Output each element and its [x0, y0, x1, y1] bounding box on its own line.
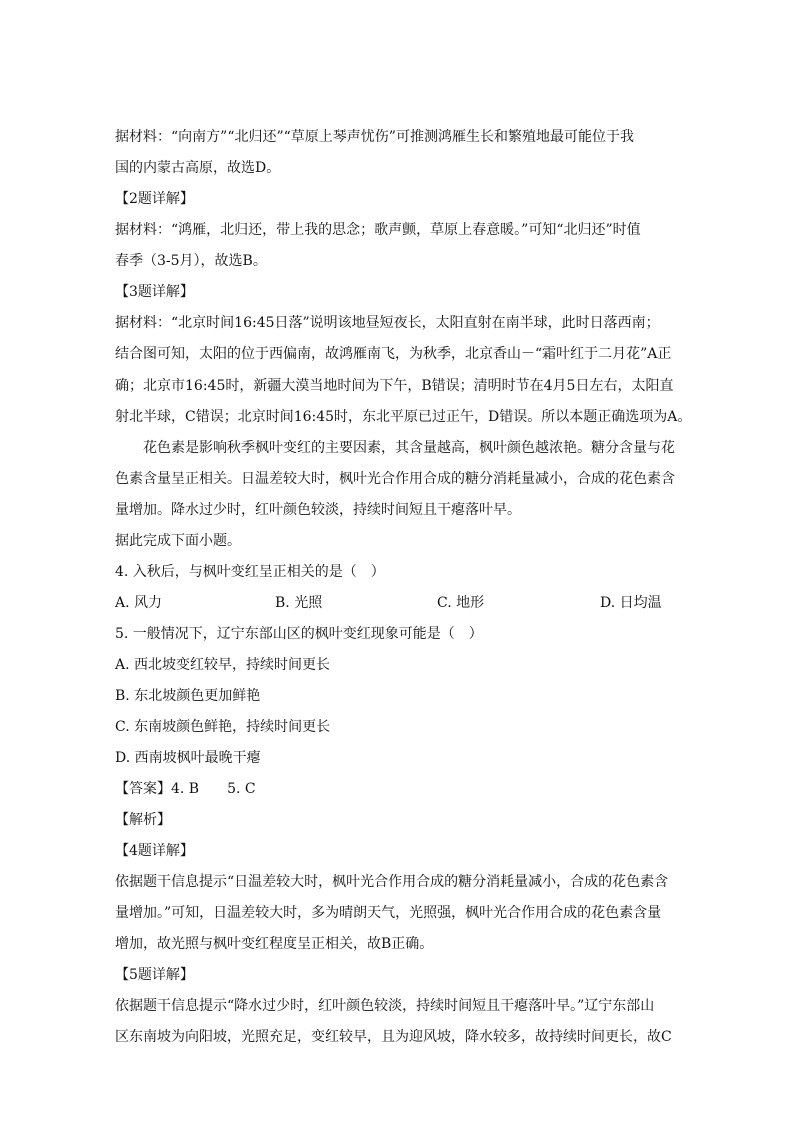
q4-option-d: D. 日均温 — [600, 595, 662, 611]
analysis-heading: 【解析】 — [115, 812, 171, 828]
instruction-line: 据此完成下面小题。 — [115, 533, 241, 549]
q5-option-a: A. 西北坡变红较早，持续时间更长 — [115, 657, 331, 673]
q5-option-d: D. 西南坡枫叶最晚干瘪 — [115, 750, 261, 766]
answer-line: 【答案】4. B 5. C — [115, 781, 256, 797]
section-heading-q4: 【4题详解】 — [115, 843, 194, 859]
text-line: 量增加。”可知，日温差较大时，多为晴朗天气，光照强，枫叶光合作用合成的花色素含量 — [115, 905, 662, 921]
question-4: 4. 入秋后，与枫叶变红呈正相关的是（ ） — [115, 564, 385, 580]
text-line: 依据题干信息提示“日温差较大时，枫叶光合作用合成的糖分消耗量减小，合成的花色素含 — [115, 874, 669, 890]
text-line: 区东南坡为向阳坡，光照充足，变红较早，且为迎风坡，降水较多，故持续时间更长，故C — [115, 1029, 672, 1045]
q5-option-b: B. 东北坡颜色更加鲜艳 — [115, 688, 261, 704]
section-heading-q3: 【3题详解】 — [115, 284, 194, 300]
text-line: 国的内蒙古高原，故选D。 — [115, 160, 281, 176]
text-line: 春季（3-5月），故选B。 — [115, 253, 267, 269]
text-line: 据材料：“鸿雁，北归还，带上我的思念；歌声颤，草原上春意暖。”可知“北归还”时值 — [115, 222, 641, 238]
text-line: 据材料：“北京时间16:45日落”说明该地昼短夜长，太阳直射在南半球，此时日落西南； — [115, 315, 660, 331]
text-line: 确；北京市16:45时，新疆大漠当地时间为下午，B错误；清明时节在4月5日左右，太阳直 — [115, 378, 674, 394]
section-heading-q2: 【2题详解】 — [115, 191, 194, 207]
q4-option-b: B. 光照 — [275, 595, 323, 611]
q4-option-c: C. 地形 — [437, 595, 485, 611]
passage-line: 花色素是影响秋季枫叶变红的主要因素，其含量越高，枫叶颜色越浓艳。糖分含量与花 — [143, 440, 675, 456]
question-5: 5. 一般情况下，辽宁东部山区的枫叶变红现象可能是（ ） — [115, 626, 483, 642]
passage-line: 量增加。降水过少时，红叶颜色较淡，持续时间短且干瘪落叶早。 — [115, 502, 521, 518]
text-line: 射北半球，C错误；北京时间16:45时，东北平原已过正午，D错误。所以本题正确选项为A。 — [115, 409, 692, 425]
passage-line: 色素含量呈正相关。日温差较大时，枫叶光合作用合成的糖分消耗量减小，合成的花色素含 — [115, 471, 675, 487]
text-line: 依据题干信息提示“降水过少时，红叶颜色较淡，持续时间短且干瘪落叶早。”辽宁东部山 — [115, 998, 655, 1014]
section-heading-q5: 【5题详解】 — [115, 967, 194, 983]
q4-option-a: A. 风力 — [115, 595, 163, 611]
q5-option-c: C. 东南坡颜色鲜艳，持续时间更长 — [115, 719, 331, 735]
text-line: 结合图可知，太阳的位于西偏南，故鸿雁南飞，为秋季，北京香山－“霜叶红于二月花”A正 — [115, 346, 672, 362]
text-line: 据材料：“向南方”“北归还”“草原上琴声忧伤”可推测鸿雁生长和繁殖地最可能位于我 — [115, 129, 634, 145]
text-line: 增加，故光照与枫叶变红程度呈正相关，故B正确。 — [115, 936, 434, 952]
